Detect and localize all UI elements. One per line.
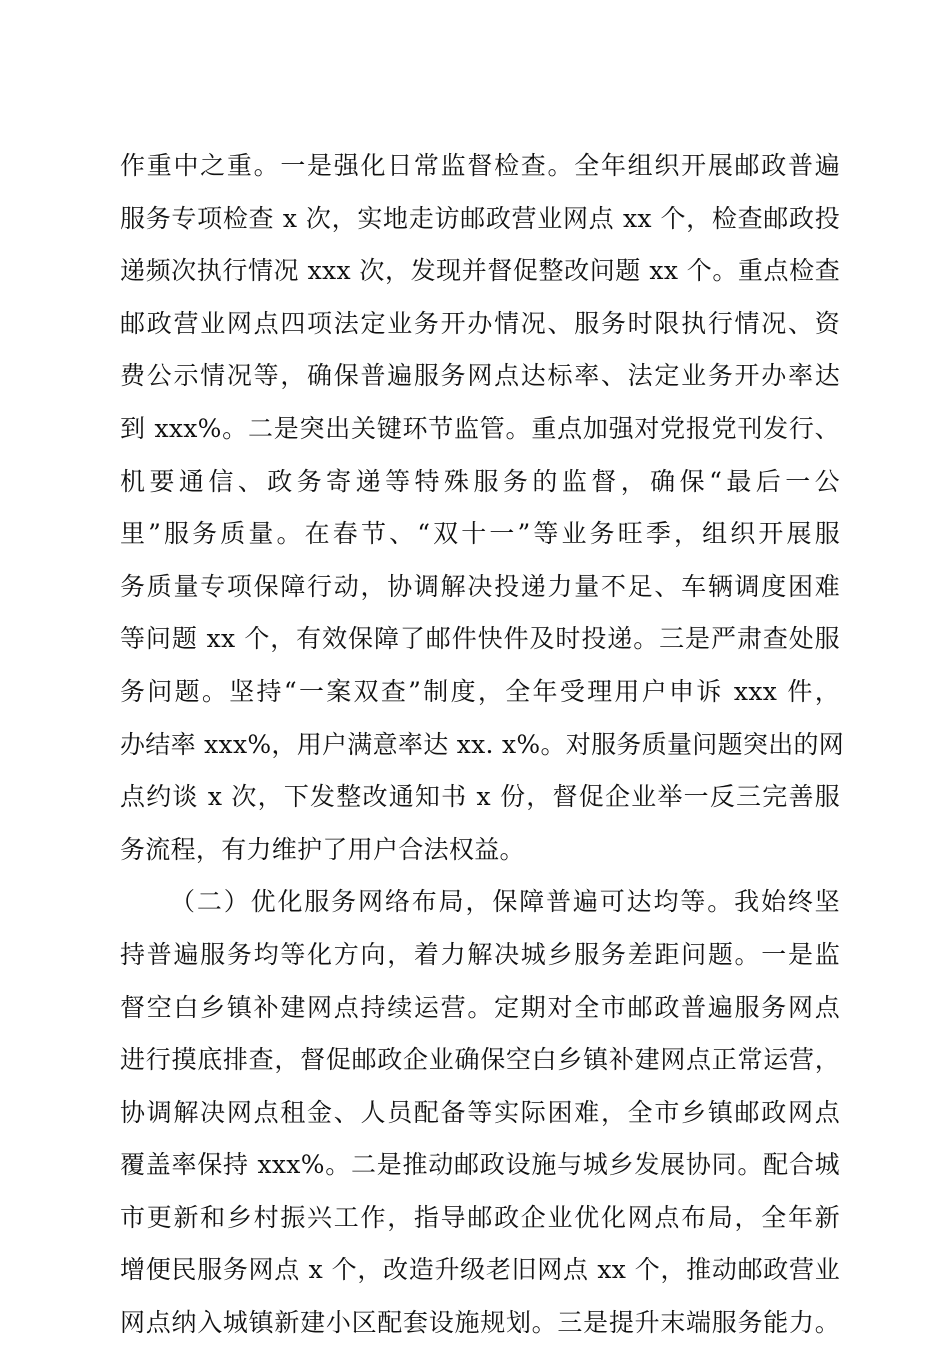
text-line: 增便民服务网点 x 个，改造升级老旧网点 xx 个，推动邮政营业 <box>120 1255 840 1285</box>
text-line: 机要通信、政务寄递等特殊服务的监督，确保“最后一公 <box>120 466 840 496</box>
text-line: 协调解决网点租金、人员配备等实际困难，全市乡镇邮政网点 <box>120 1097 840 1127</box>
paragraph-1 <box>120 140 845 876</box>
text-line: 持普遍服务均等化方向，着力解决城乡服务差距问题。一是监 <box>120 939 840 969</box>
text-line: 进行摸底排查，督促邮政企业确保空白乡镇补建网点正常运营， <box>120 1045 840 1075</box>
section-heading-line: （二）优化服务网络布局，保障普遍可达均等。我始终坚 <box>170 887 840 917</box>
text-line: 市更新和乡村振兴工作，指导邮政企业优化网点布局，全年新 <box>120 1202 840 1232</box>
text-line: 作重中之重。一是强化日常监督检查。全年组织开展邮政普遍 <box>120 151 840 180</box>
text-line: 网点纳入城镇新建小区配套设施规划。三是提升末端服务能力。 <box>120 1308 840 1338</box>
text-line: 督空白乡镇补建网点持续运营。定期对全市邮政普遍服务网点 <box>120 992 840 1022</box>
text-line: 务流程，有力维护了用户合法权益。 <box>120 834 525 864</box>
text-line: 点约谈 x 次，下发整改通知书 x 份，督促企业举一反三完善服 <box>120 782 840 812</box>
text-line: 办结率 xxx%，用户满意率达 xx. x%。对服务质量问题突出的网 <box>120 729 845 759</box>
text-line: 服务专项检查 x 次，实地走访邮政营业网点 xx 个，检查邮政投 <box>120 203 840 233</box>
text-line: 等问题 xx 个，有效保障了邮件快件及时投递。三是严肃查处服 <box>120 624 840 654</box>
text-line: 务问题。坚持“一案双查”制度，全年受理用户申诉 xxx 件， <box>120 676 840 706</box>
text-line: 里”服务质量。在春节、“双十一”等业务旺季，组织开展服 <box>120 519 840 549</box>
text-line: 覆盖率保持 xxx%。二是推动邮政设施与城乡发展协同。配合城 <box>120 1150 840 1180</box>
text-line: 邮政营业网点四项法定业务开办情况、服务时限执行情况、资 <box>120 308 840 338</box>
paragraph-2 <box>120 876 840 1349</box>
text-line: 费公示情况等，确保普遍服务网点达标率、法定业务开办率达 <box>120 361 840 391</box>
body-text <box>120 140 845 1350</box>
text-line: 务质量专项保障行动，协调解决投递力量不足、车辆调度困难 <box>120 571 840 601</box>
text-line: 递频次执行情况 xxx 次，发现并督促整改问题 xx 个。重点检查 <box>120 256 840 286</box>
text-line: 到 xxx%。二是突出关键环节监管。重点加强对党报党刊发行、 <box>120 413 840 443</box>
